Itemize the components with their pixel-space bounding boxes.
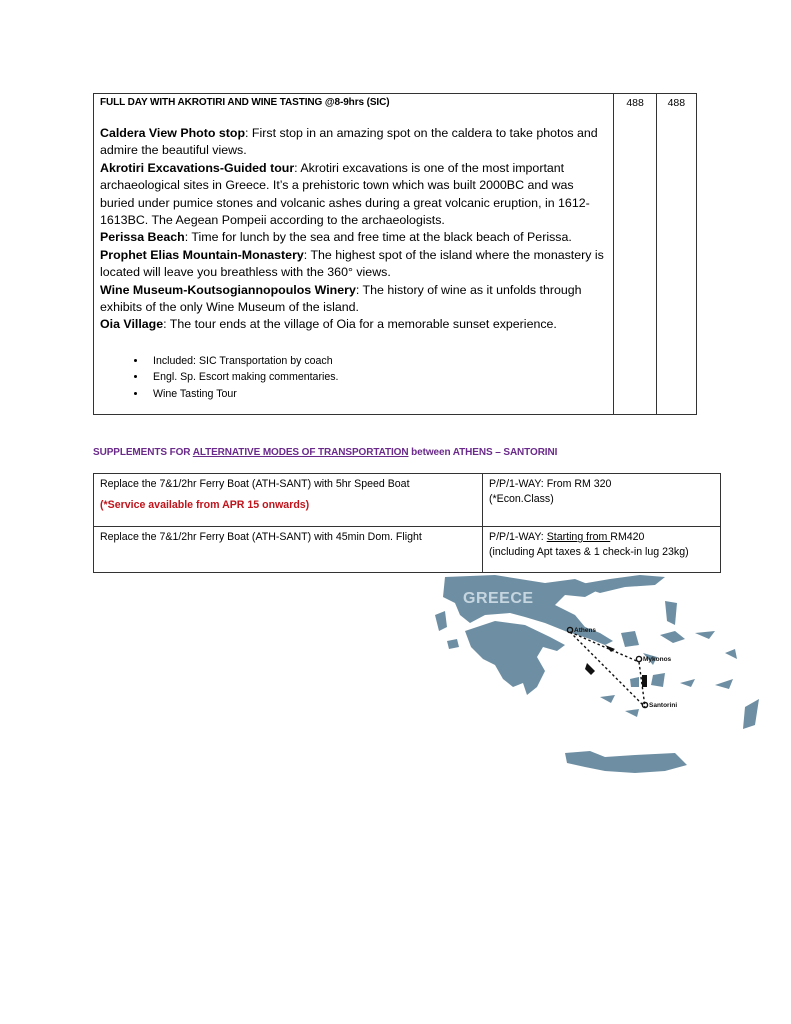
tour-stop <box>100 316 607 333</box>
supplements-heading <box>93 447 557 458</box>
stop-text: : Akrotiri excavations is one of the most important archaeological sites in Greece. It’s a prehistoric town which was built 2000BC and was buried under pumice stones and volcanic ashes during a great volcanic eruption, in 1612-1613BC. The Aegean Pompeii according to the archaeologists. <box>100 160 590 228</box>
price-line: P/P/1-WAY: From RM 320 <box>489 478 612 490</box>
stop-name: Caldera View Photo stop <box>100 126 246 140</box>
stop-text: : First stop in an amazing spot on the caldera to take photos and admire the beautiful views. <box>100 126 598 158</box>
supplements-table <box>93 473 721 573</box>
city-label-santorini: Santorini <box>649 702 678 709</box>
city-label-mykonos: Mykonos <box>643 656 672 663</box>
price-underlined: Starting from <box>546 531 611 543</box>
price-cell-1: 488 <box>614 94 656 415</box>
tour-stop <box>100 125 607 160</box>
price-line: (including Apt taxes & 1 check-in lug 23kg) <box>489 546 689 558</box>
included-item: • Included: SIC Transportation by coach <box>147 353 607 370</box>
supplement-price <box>483 527 721 573</box>
supplement-text: Replace the 7&1/2hr Ferry Boat (ATH-SANT) with 45min Dom. Flight <box>100 531 422 543</box>
heading-underlined: ALTERNATIVE MODES OF TRANSPORTATION <box>192 447 409 458</box>
availability-note: (*Service available from APR 15 onwards) <box>100 499 310 511</box>
city-label-athens: Athens <box>574 627 597 634</box>
heading-prefix: SUPPLEMENTS FOR <box>93 447 193 458</box>
pin-mykonos-icon <box>636 656 641 661</box>
heading-suffix: between ATHENS – SANTORINI <box>408 447 558 458</box>
price-amount: RM420 <box>610 531 645 543</box>
supplement-price <box>483 474 721 527</box>
included-item: • Engl. Sp. Escort making commentaries. <box>147 369 607 386</box>
supplement-description <box>94 474 483 527</box>
stop-name: Wine Museum-Koutsogiannopoulos Winery <box>100 282 356 297</box>
tour-title: FULL DAY WITH AKROTIRI AND WINE TASTING @8-9hrs (SIC) <box>100 97 390 108</box>
supplement-description <box>94 527 483 573</box>
included-list <box>100 353 607 403</box>
stop-text: : The history of wine as it unfolds through exhibits of the only Wine Museum of the island. <box>100 282 582 315</box>
stop-text: : Time for lunch by the sea and free time at the black beach of Perissa. <box>184 230 572 245</box>
stop-text: : The highest spot of the island where the monastery is located will leave you breathless with the 360° views. <box>100 247 604 280</box>
included-item: • Wine Tasting Tour <box>147 386 607 403</box>
tour-stop <box>100 282 607 317</box>
supplement-row <box>94 527 721 573</box>
supplement-text: Replace the 7&1/2hr Ferry Boat (ATH-SANT) with 5hr Speed Boat <box>100 478 410 490</box>
tour-description-cell <box>94 94 614 415</box>
tour-table <box>93 93 697 415</box>
boat-icon <box>642 675 647 687</box>
stop-name: Oia Village <box>100 317 164 332</box>
stop-name: Akrotiri Excavations-Guided tour <box>100 160 295 175</box>
stop-name: Prophet Elias Mountain-Monastery <box>100 247 304 262</box>
tour-stop <box>100 160 607 230</box>
stop-text: : The tour ends at the village of Oia for a memorable sunset experience. <box>163 317 557 332</box>
price-cell-2: 488 <box>656 94 696 415</box>
price-prefix: P/P/1-WAY: <box>489 531 547 543</box>
map-title: GREECE <box>463 590 534 607</box>
price-line <box>489 530 714 545</box>
supplement-row <box>94 474 721 527</box>
stop-name: Perissa Beach <box>100 230 185 245</box>
price-line: (*Econ.Class) <box>489 493 554 505</box>
plane-icon <box>585 663 595 675</box>
tour-stop <box>100 229 607 246</box>
tour-stop <box>100 247 607 282</box>
